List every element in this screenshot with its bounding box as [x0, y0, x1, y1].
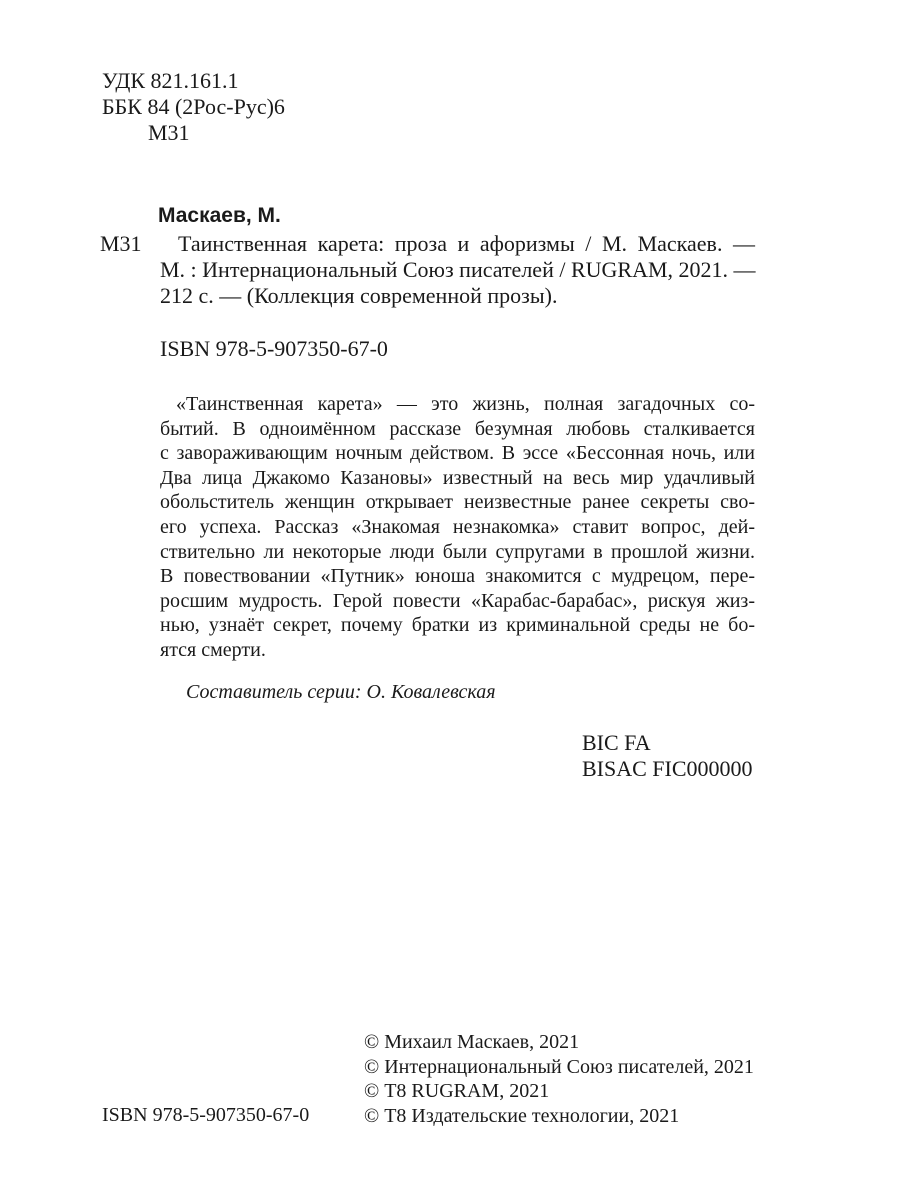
footer-isbn: ISBN 978-5-907350-67-0	[102, 1104, 310, 1126]
annotation-line: ствительно ли некоторые люди были супругами в прошлой жизни.	[160, 540, 755, 563]
series-compiler: Составитель серии: О. Ковалевская	[186, 681, 496, 703]
copyright-line: © Интернациональный Союз писателей, 2021	[364, 1055, 754, 1078]
catalog-title-block	[160, 231, 755, 309]
copyright-line: © Т8 RUGRAM, 2021	[364, 1080, 550, 1102]
annotation-line: нью, узнаёт секрет, почему братки из криминальной среды не бо-	[160, 614, 755, 637]
catalog-title-line: М. : Интернациональный Союз писателей / RUGRAM, 2021. —	[160, 257, 756, 282]
copyright-line: © Михаил Маскаев, 2021	[364, 1031, 580, 1053]
bisac-code: BISAC FIC000000	[582, 756, 753, 781]
annotation-line: с завораживающим ночным действом. В эссе «Бессонная ночь, или	[160, 442, 755, 465]
annotation-line: «Таинственная карета» — это жизнь, полная загадочных со-	[176, 393, 755, 415]
classification-block	[102, 68, 285, 146]
bbk-code: ББК 84 (2Рос-Рус)6	[102, 94, 285, 119]
annotation-line: обольститель женщин открывает неизвестные ранее секреты сво-	[160, 491, 755, 514]
catalog-author: Маскаев, М.	[158, 204, 281, 227]
subject-codes	[582, 730, 753, 782]
udk-code: УДК 821.161.1	[102, 68, 239, 93]
annotation-line: его успеха. Рассказ «Знакомая незнакомка» ставит вопрос, дей-	[160, 515, 755, 538]
catalog-title-line: Таинственная карета: проза и афоризмы / М. Маскаев. —	[178, 231, 755, 256]
annotation-line: В повествовании «Путник» юноша знакомится с мудрецом, пере-	[160, 565, 755, 588]
copyright-line: © Т8 Издательские технологии, 2021	[364, 1104, 680, 1127]
catalog-title-line: 212 с. — (Коллекция современной прозы).	[160, 283, 558, 308]
annotation-line: росшим мудрость. Герой повести «Карабас-барабас», рискуя жиз-	[160, 589, 755, 612]
copyright-block	[364, 1030, 754, 1128]
author-mark: М31	[148, 120, 190, 145]
annotation	[160, 392, 755, 663]
annotation-line: Два лица Джакомо Казановы» известный на весь мир удачливый	[160, 466, 755, 489]
bic-code: BIC FA	[582, 730, 651, 755]
annotation-line: ятся смерти.	[160, 638, 266, 661]
annotation-line: бытий. В одноимённом рассказе безумная любовь сталкивается	[160, 417, 755, 440]
catalog-isbn: ISBN 978-5-907350-67-0	[160, 336, 388, 361]
catalog-mark: М31	[100, 231, 142, 256]
